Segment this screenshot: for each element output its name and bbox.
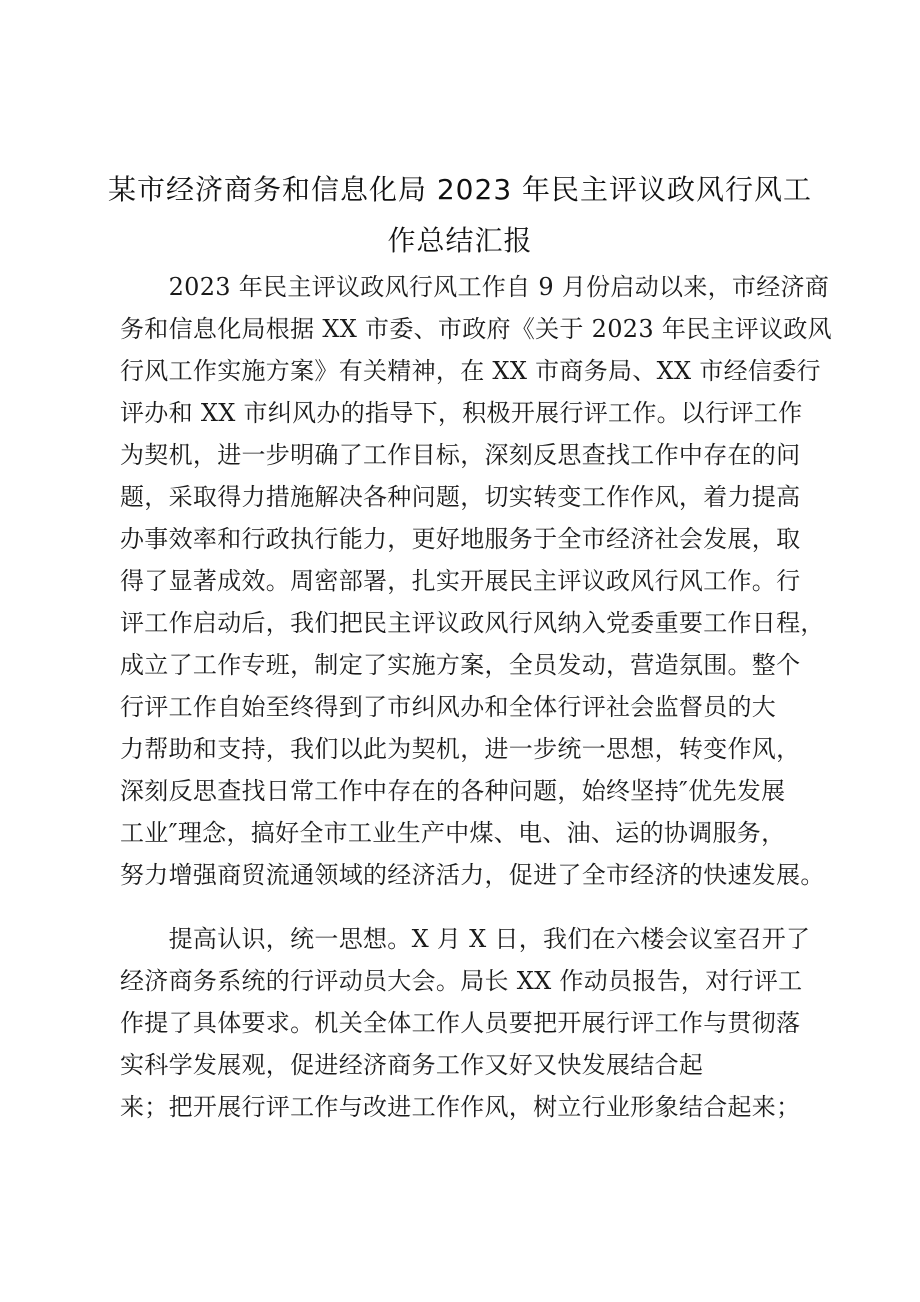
paragraph-line: 力帮助和支持，我们以此为契机，进一步统一思想，转变作风， <box>120 735 801 763</box>
paragraph-line: 行风工作实施方案》有关精神，在 XX 市商务局、XX 市经信委行 <box>120 357 821 385</box>
paragraph-line: 提高认识，统一思想。X 月 X 日，我们在六楼会议室召开了 <box>120 925 811 953</box>
document-title-line-2: 作总结汇报 <box>387 224 533 257</box>
paragraph-line: 评办和 XX 市纠风办的指导下，积极开展行评工作。以行评工作 <box>120 399 803 427</box>
paragraph-1 <box>120 266 832 896</box>
paragraph-line: 成立了工作专班，制定了实施方案，全员发动，营造氛围。整个 <box>120 651 801 679</box>
paragraph-line: 行评工作自始至终得到了市纠风办和全体行评社会监督员的大 <box>120 693 777 721</box>
paragraph-line: 题，采取得力措施解决各种问题，切实转变工作作风，着力提高 <box>120 483 801 511</box>
paragraph-line: 为契机，进一步明确了工作目标，深刻反思查找工作中存在的问 <box>120 441 801 469</box>
paragraph-line: 得了显著成效。周密部署，扎实开展民主评议政风行风工作。行 <box>120 567 801 595</box>
paragraph-line: 深刻反思查找日常工作中存在的各种问题，始终坚持″优先发展 <box>120 777 786 805</box>
paragraph-line: 办事效率和行政执行能力，更好地服务于全市经济社会发展，取 <box>120 525 801 553</box>
paragraph-line: 评工作启动后，我们把民主评议政风行风纳入党委重要工作日程， <box>120 609 825 637</box>
paragraph-line: 2023 年民主评议政风行风工作自 9 月份启动以来，市经济商 <box>120 273 830 301</box>
paragraph-line: 作提了具体要求。机关全体工作人员要把开展行评工作与贯彻落 <box>120 1009 801 1037</box>
document-title-line-1: 某市经济商务和信息化局 2023 年民主评议政风行风工 <box>107 173 813 206</box>
paragraph-line: 经济商务系统的行评动员大会。局长 XX 作动员报告，对行评工 <box>120 967 803 995</box>
paragraph-line: 实科学发展观，促进经济商务工作又好又快发展结合起 <box>120 1051 704 1079</box>
paragraph-line: 务和信息化局根据 XX 市委、市政府《关于 2023 年民主评议政风 <box>120 315 832 343</box>
paragraph-line: 努力增强商贸流通领域的经济活力，促进了全市经济的快速发展。 <box>120 861 825 889</box>
paragraph-line: 来；把开展行评工作与改进工作作风，树立行业形象结合起来； <box>120 1093 801 1121</box>
paragraph-line: 工业″理念，搞好全市工业生产中煤、电、油、运的协调服务， <box>120 819 786 847</box>
paragraph-2 <box>120 918 820 1128</box>
